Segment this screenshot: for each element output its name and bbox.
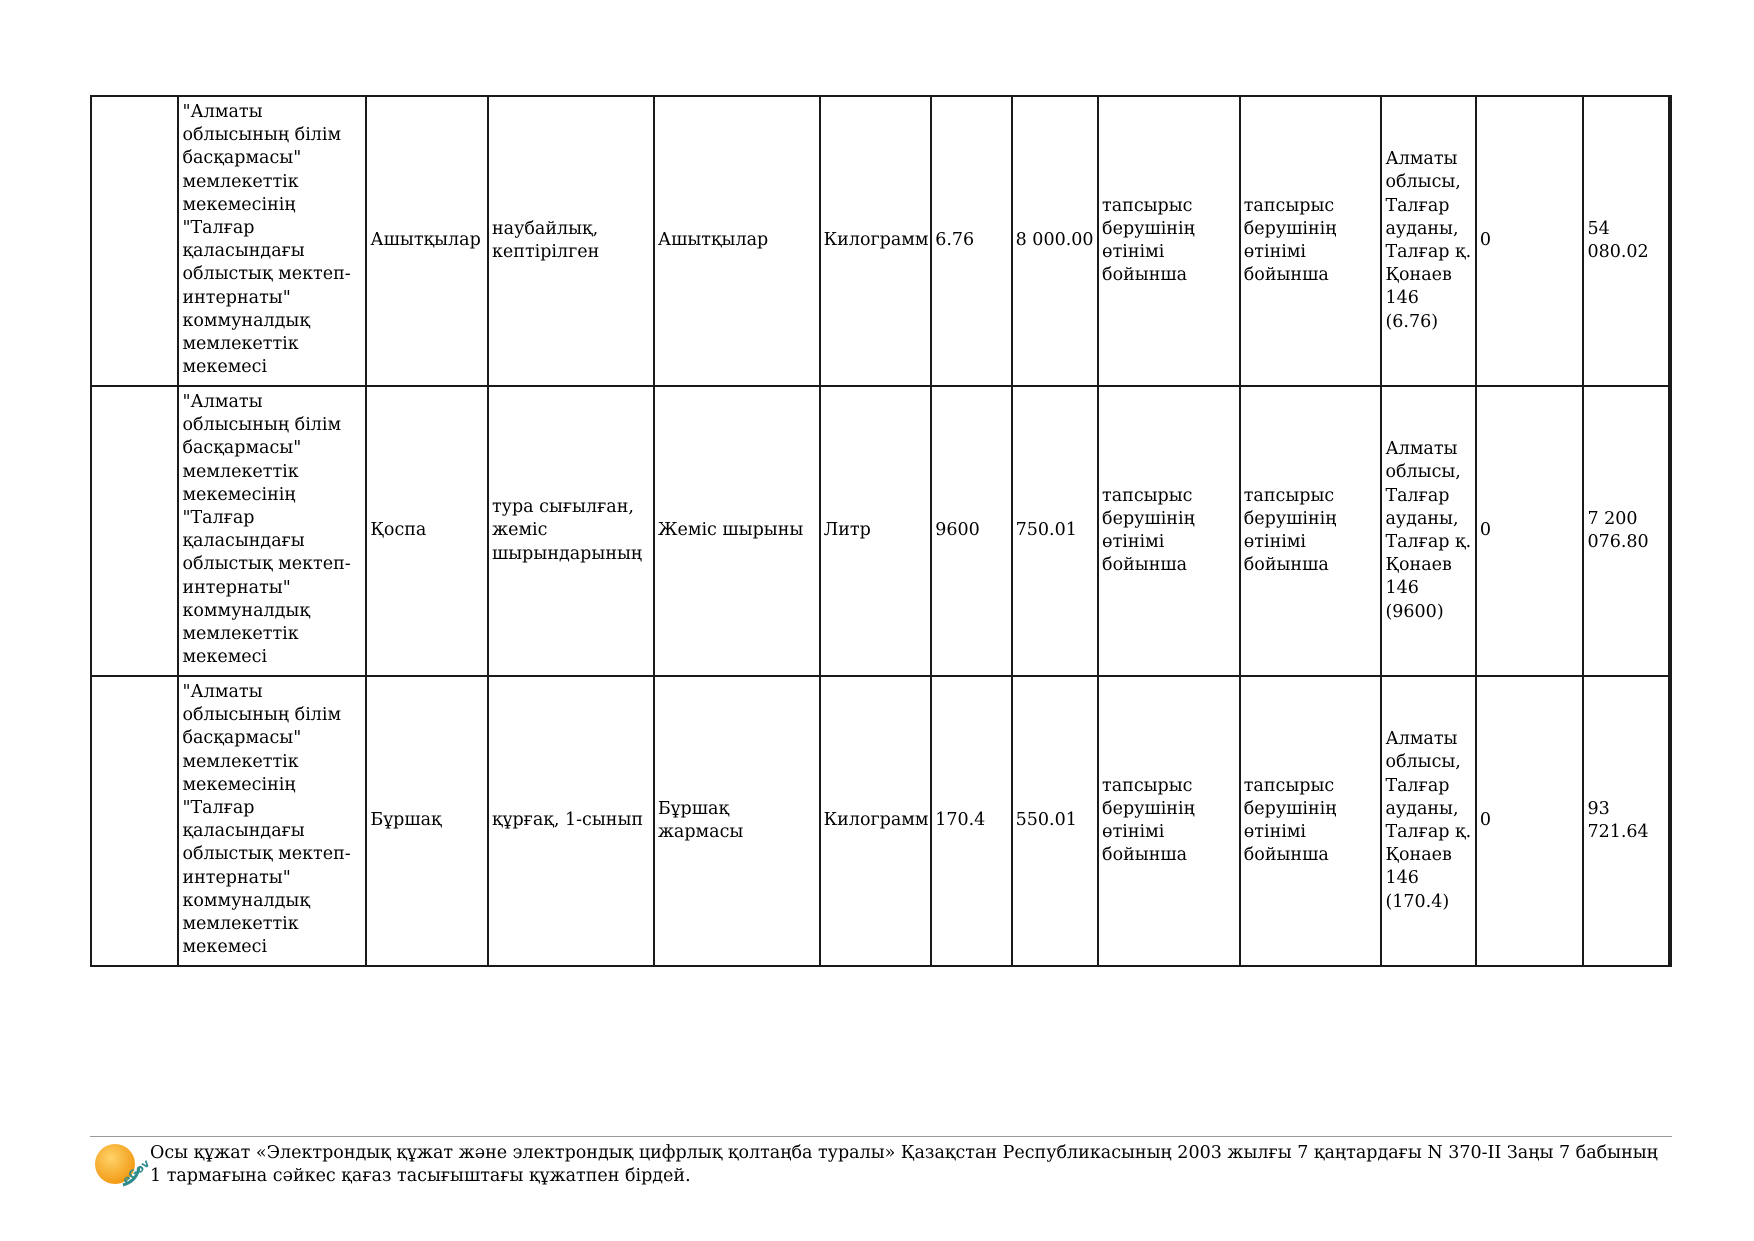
footer-divider bbox=[90, 1136, 1672, 1137]
advance-cell: 0 bbox=[1476, 386, 1584, 676]
legal-notice-text: Осы құжат «Электрондық құжат және электрондық цифрлық қолтаңба туралы» Қазақстан Республикасының 2003 жылғы 7 қаңтардағы N 370-II Заңы 7 бабының 1 тармағына сәйкес қағаз тасығыштағы құжатпен бірдей. bbox=[150, 1143, 1658, 1186]
additional-characteristic-cell: Бұршақ жармасы bbox=[654, 676, 820, 966]
table-row bbox=[91, 386, 1670, 676]
unit-cell: Килограмм bbox=[820, 96, 932, 386]
delivery-term-cell: тапсырыс берушінің өтінімі бойынша bbox=[1098, 96, 1240, 386]
table-row bbox=[91, 96, 1670, 386]
characteristic-cell: тура сығылған, жеміс шырындарының bbox=[488, 386, 654, 676]
total-cell: 93 721.64 bbox=[1583, 676, 1670, 966]
row-number-cell bbox=[91, 96, 178, 386]
customer-cell: "Алматы облысының білім басқармасы" мемлекеттік мекемесінің "Талғар қаласындағы облыстық мектеп-интернаты" коммуналдық мемлекеттік мекемесі bbox=[178, 386, 366, 676]
item-name-cell: Ашытқылар bbox=[366, 96, 488, 386]
delivery-term-cell: тапсырыс берушінің өтінімі бойынша bbox=[1098, 386, 1240, 676]
total-cell: 54 080.02 bbox=[1583, 96, 1670, 386]
additional-characteristic-cell: Жеміс шырыны bbox=[654, 386, 820, 676]
advance-cell: 0 bbox=[1476, 96, 1584, 386]
delivery-term-cell: тапсырыс берушінің өтінімі бойынша bbox=[1098, 676, 1240, 966]
item-name-cell: Қоспа bbox=[366, 386, 488, 676]
svg-text:eGov: eGov bbox=[120, 1156, 153, 1187]
price-cell: 8 000.00 bbox=[1012, 96, 1098, 386]
unit-cell: Литр bbox=[820, 386, 932, 676]
customer-cell: "Алматы облысының білім басқармасы" мемлекеттік мекемесінің "Талғар қаласындағы облыстық мектеп-интернаты" коммуналдық мемлекеттік мекемесі bbox=[178, 676, 366, 966]
quantity-cell: 9600 bbox=[931, 386, 1011, 676]
item-name-cell: Бұршақ bbox=[366, 676, 488, 966]
unit-cell: Килограмм bbox=[820, 676, 932, 966]
delivery-term-2-cell: тапсырыс берушінің өтінімі бойынша bbox=[1240, 96, 1382, 386]
total-cell: 7 200 076.80 bbox=[1583, 386, 1670, 676]
characteristic-cell: құрғақ, 1-сынып bbox=[488, 676, 654, 966]
delivery-term-2-cell: тапсырыс берушінің өтінімі бойынша bbox=[1240, 386, 1382, 676]
procurement-table bbox=[90, 95, 1672, 967]
delivery-place-cell: Алматы облысы, Талғар ауданы, Талғар қ. Қонаев 146 (6.76) bbox=[1381, 96, 1475, 386]
quantity-cell: 170.4 bbox=[931, 676, 1011, 966]
delivery-place-cell: Алматы облысы, Талғар ауданы, Талғар қ. Қонаев 146 (9600) bbox=[1381, 386, 1475, 676]
additional-characteristic-cell: Ашытқылар bbox=[654, 96, 820, 386]
delivery-term-2-cell: тапсырыс берушінің өтінімі бойынша bbox=[1240, 676, 1382, 966]
characteristic-cell: наубайлық, кептірілген bbox=[488, 96, 654, 386]
table-row bbox=[91, 676, 1670, 966]
row-number-cell bbox=[91, 676, 178, 966]
price-cell: 550.01 bbox=[1012, 676, 1098, 966]
price-cell: 750.01 bbox=[1012, 386, 1098, 676]
row-number-cell bbox=[91, 386, 178, 676]
advance-cell: 0 bbox=[1476, 676, 1584, 966]
customer-cell: "Алматы облысының білім басқармасы" мемлекеттік мекемесінің "Талғар қаласындағы облыстық мектеп-интернаты" коммуналдық мемлекеттік мекемесі bbox=[178, 96, 366, 386]
quantity-cell: 6.76 bbox=[931, 96, 1011, 386]
egov-sun-logo-icon bbox=[93, 1141, 153, 1189]
delivery-place-cell: Алматы облысы, Талғар ауданы, Талғар қ. Қонаев 146 (170.4) bbox=[1381, 676, 1475, 966]
